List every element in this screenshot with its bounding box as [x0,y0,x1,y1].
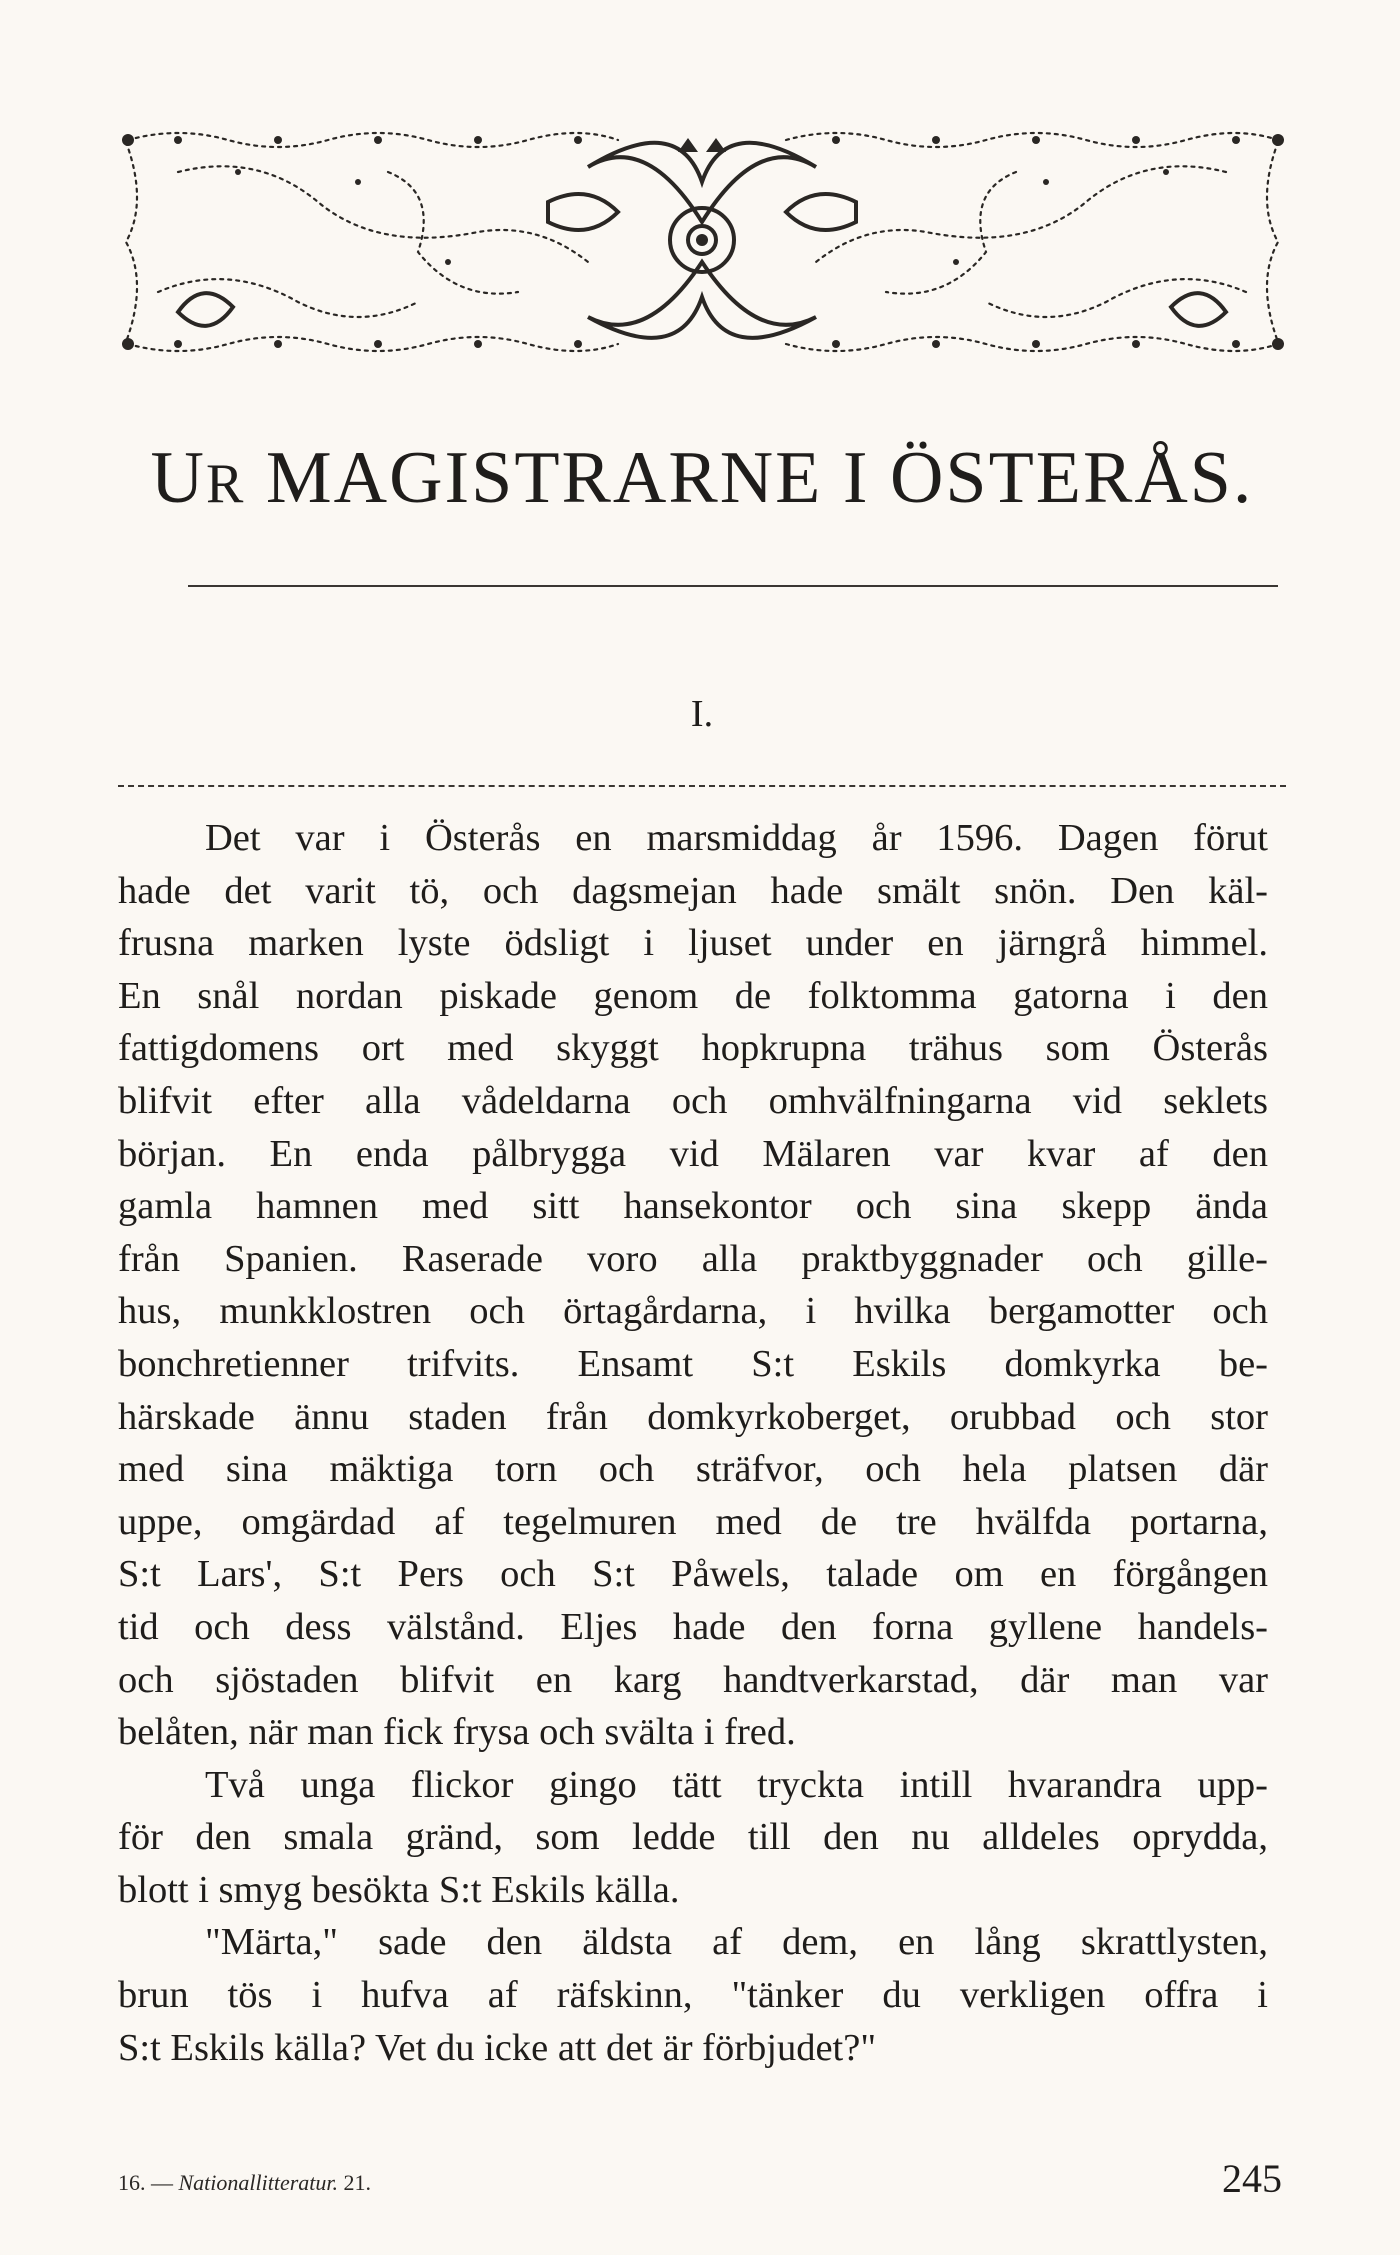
text-line: början. En enda pålbrygga vid Mälaren var kvar af den [118,1132,1268,1175]
text-line: hus, munkklostren och örtagårdarna, i hvilka bergamotter och [118,1290,1268,1333]
text-line: fattigdomens ort med skyggt hopkrupna trähus som Österås [118,1027,1268,1070]
text-line: blott i smyg besökta S:t Eskils källa. [118,1868,680,1911]
text-line: S:t Eskils källa? Vet du icke att det är förbjudet?" [118,2026,877,2069]
text-line: uppe, omgärdad af tegelmuren med de tre hvälfda portarna, [118,1500,1268,1543]
text-line: hade det varit tö, och dagsmejan hade smält snön. Den käl- [118,869,1268,912]
text-line: med sina mäktiga torn och sträfvor, och hela platsen där [118,1448,1268,1491]
paragraph-1 [118,812,1268,1759]
text-line: brun tös i hufva af räfskinn, "tänker du verkligen offra i [118,1974,1268,2017]
text-line: härskade ännu staden från domkyrkoberget, orubbad och stor [118,1395,1268,1438]
decorative-headpiece-icon [118,112,1286,367]
title-rest: MAGISTRARNE I ÖSTERÅS. [245,437,1254,519]
text-line: och sjöstaden blifvit en karg handtverkarstad, där man var [118,1658,1268,1701]
body-text [118,812,1268,2074]
title-initial: U [150,437,206,519]
publication-year: 21. [343,2170,372,2195]
page-number: 245 [1222,2156,1282,2201]
text-line: frusna marken lyste ödsligt i ljuset under en järngrå himmel. [118,922,1268,965]
text-line: Två unga flickor gingo tätt tryckta intill hvarandra upp- [205,1763,1268,1806]
title-underline-divider [188,585,1278,587]
printer-signature [118,2168,371,2198]
text-line: belåten, när man fick frysa och svälta i fred. [118,1711,796,1754]
text-line: för den smala gränd, som ledde till den nu alldeles oprydda, [118,1816,1268,1859]
chapter-title [118,430,1286,532]
text-line: gamla hamnen med sitt hansekontor och sina skepp ända [118,1185,1268,1228]
paragraph-2 [118,1759,1268,1917]
signature-number: 16. — [118,2170,173,2195]
text-line: bonchretienner trifvits. Ensamt S:t Eskils domkyrka be- [118,1342,1268,1385]
section-number: I. [690,693,714,735]
text-line: Det var i Österås en marsmiddag år 1596. Dagen förut [205,817,1268,859]
title-small-caps: R [206,453,246,515]
text-line: från Spanien. Raserade voro alla praktbyggnader och gille- [118,1237,1268,1280]
text-line: "Märta," sade den äldsta af dem, en lång skrattlysten, [205,1921,1268,1964]
publication-name: Nationallitteratur. [178,2170,339,2195]
text-line: tid och dess välstånd. Eljes hade den forna gyllene handels- [118,1605,1268,1648]
paragraph-3 [118,1916,1268,2074]
text-line: En snål nordan piskade genom de folktomma gatorna i den [118,974,1268,1017]
text-line: blifvit efter alla vådeldarna och omhvälfningarna vid seklets [118,1079,1268,1122]
text-line: S:t Lars', S:t Pers och S:t Påwels, talade om en förgången [118,1553,1268,1596]
dashed-divider [118,785,1286,787]
